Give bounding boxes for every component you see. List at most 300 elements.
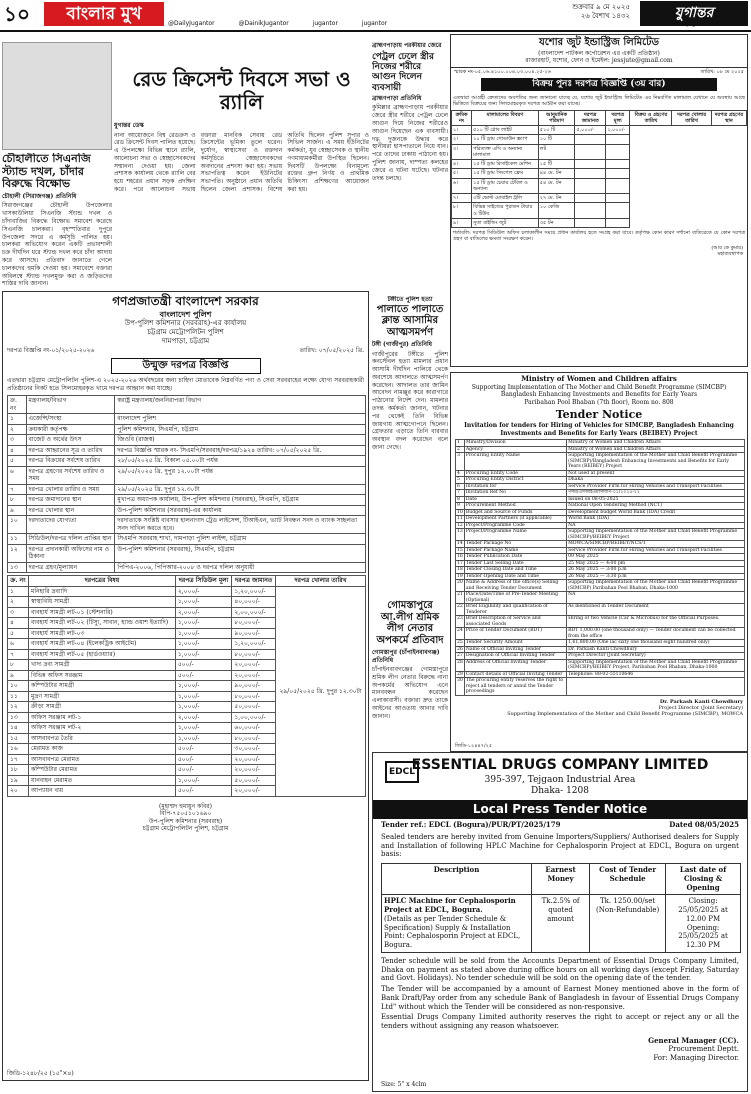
story-byline: টঙ্গী (গাজীপুর) প্রতিনিধি xyxy=(372,341,433,348)
signer-title: মহাব্যবস্থাপক xyxy=(717,250,743,257)
signer-title: General Manager (CC). xyxy=(648,1035,739,1045)
table-cell: Date xyxy=(464,496,566,503)
table-cell: ১,২০,০০০/- xyxy=(232,639,276,650)
col-header: দরপত্র গ্রহণের স্থান xyxy=(711,110,746,126)
table-cell: ৮০,০০০/- xyxy=(232,618,276,629)
table-cell: ব্যবহার্য সামগ্রী লট-০২ (টিস্যু, সাবান, হ্যান্ড ওয়াশ ইত্যাদি) xyxy=(29,618,176,629)
story-body: চাঁপাইনবাবগঞ্জের গোমস্তাপুরে শ্রমিক লীগ নেতার বিরুদ্ধে নানা অপকর্মের অভিযোগ এনে মানববন্ধন করেছেন এলাকাবাসী। বক্তারা দ্রুত তাকে আইনের আওতায় আনার দাবি জানান। xyxy=(372,666,448,720)
table-cell: উপ-পুলিশ কমিশনার (সরবরাহ)-এর কার্যালয় xyxy=(115,505,366,516)
table-cell: Procuring Entity Code xyxy=(464,470,566,477)
table-cell: 12 xyxy=(457,522,463,528)
table-row xyxy=(456,628,745,640)
table-cell xyxy=(382,895,532,953)
table-cell: উপ-পুলিশ কমিশনার (সরবরাহ), সিএমপি, চট্টগ্রাম xyxy=(115,544,366,562)
col-header: ক্র. নং xyxy=(8,576,29,587)
table-cell: ৩০,০০০/- xyxy=(232,744,276,755)
table-header-row xyxy=(382,864,741,895)
table-cell: ৮০,০০০/- xyxy=(232,649,276,660)
gd-number: জিডি-১২৪৪৭/২৫ xyxy=(455,742,493,749)
table-cell: ৯ xyxy=(8,670,29,681)
notice-date: তারিখ: ০৮ মে ২০২৫ xyxy=(700,68,744,75)
col-header: দরপত্র জামানত xyxy=(575,110,606,126)
table-cell: ১৮ xyxy=(8,765,29,776)
table-cell: ৫ xyxy=(8,456,27,467)
table-cell xyxy=(575,194,606,203)
table-row xyxy=(456,604,745,616)
table-cell: পসম/এসআইএমসিবিপি-০১/২০২৫-২২ xyxy=(567,490,745,497)
table-cell: পরিত্যক্ত এসি ও অন্যান্য মালামাল xyxy=(472,144,539,160)
table-row xyxy=(452,218,747,227)
table-cell: ব্যবহার্য সামগ্রী লট-০৫ (হার্ডওয়্যার) xyxy=(29,649,176,660)
notice-signature xyxy=(3,799,368,833)
table-cell: ২৮/০৫/২০২৫ খ্রি. বিকাল ০৫.০০টা পর্যন্ত xyxy=(115,456,366,467)
table-row xyxy=(452,194,747,203)
website-link[interactable]: www.jugantor.com xyxy=(670,20,726,27)
table-cell: ১৫ টি ড্রাম চেয়ার টেবিল ও অন্যান্য xyxy=(472,178,539,194)
col-header: দরপত্র মূল্য xyxy=(606,110,630,126)
tender-table xyxy=(455,439,745,696)
table-cell: ৫ xyxy=(8,628,29,639)
table-cell: মুখ্যপত্র অধ্যাপক কার্যালয়, উপ-পুলিশ কমিশনার (সরবরাহ), সিএমপি, চট্টগ্রাম xyxy=(115,495,366,506)
table-cell: Invitation Ref No xyxy=(464,490,566,497)
table-row xyxy=(8,435,366,446)
table-cell: অফিস সরঞ্জাম লট-১ xyxy=(29,712,176,723)
table-cell: Place/Date/Time of Pre-Tender Meeting (Optional) xyxy=(464,592,566,604)
dateline xyxy=(500,3,630,21)
table-cell: Supporting Implementation of the Mother and Child Benefit Programme (SIMCBP)/Bangladesh Enhancing Investments and Benefits for Early Years (BEIBEY) Project xyxy=(567,453,745,471)
table-cell xyxy=(606,178,630,194)
table-cell: ১,২০,০০০/- xyxy=(232,586,276,597)
table-cell xyxy=(666,895,741,953)
table-row xyxy=(8,495,366,506)
table-cell: Project Director (Joint Secretary) xyxy=(567,653,745,660)
table-cell: 22 xyxy=(456,604,465,616)
table-cell: Ministry of Women and Children Affairs xyxy=(567,440,745,447)
table-cell: ১,০০০/- xyxy=(175,723,231,734)
story-byline: চৌহালী (সিরাজগঞ্জ) প্রতিনিধি xyxy=(2,192,77,200)
project-name-2: Bangladesh Enhancing Investments and Benefits for Early Years xyxy=(500,391,698,399)
story-headline: গোমস্তাপুরে আ.লীগ শ্রমিক লীগ নেতার অপকর্মে প্রতিবাদ xyxy=(376,600,444,646)
table-cell: 13 xyxy=(456,529,465,541)
table-cell: NA xyxy=(567,592,745,604)
story-middle-3 xyxy=(372,600,448,740)
table-row xyxy=(452,135,747,144)
col-header: আনুমানিক পরিমাণ xyxy=(538,110,575,126)
table-cell: ১। xyxy=(452,126,472,135)
table-cell: বিভিন্ন সাইজের পুরাতন টায়ার ও টিউব xyxy=(472,203,539,219)
story-headline: রেড ক্রিসেন্ট দিবসে সভা ও র‍্যালি xyxy=(132,67,351,114)
table-cell: Service Provider Firm for Hiring Vehicles and Transport Facilities xyxy=(567,483,745,490)
table-cell: দরপত্র আহ্বানের সূত্র ও তারিখ xyxy=(26,445,115,456)
table-row xyxy=(452,160,747,169)
table-cell: ১৩ xyxy=(8,712,29,723)
item-details: (Details as per Tender Schedule & Specification) Supply & Installation Point: Cephalosporin Project at EDCL, Bogura. xyxy=(384,914,521,949)
table-cell: 14 xyxy=(457,541,463,546)
table-cell: 30 xyxy=(456,678,465,696)
table-cell: ৮০,০০০/- xyxy=(232,691,276,702)
tender-ref: Tender ref.: EDCL (Bogura)/PUR/PT/2025/179 xyxy=(381,820,561,829)
table-cell: Tk. 1250.00/set (Non-Refundable) xyxy=(590,895,666,953)
table-row xyxy=(8,445,366,456)
company-address: রাজারহাট, যশোর, ফোন ও ইমেইল: jessjute@gmail.com xyxy=(525,57,673,64)
table-cell: ৩। xyxy=(452,144,472,160)
table-cell: ১০ টি ড্রাম গোডাউন স্ক্র্যাপ xyxy=(472,135,539,144)
signer-name: Dr. Parkash Kanti Chowdhury xyxy=(659,698,743,705)
notice-paragraph: Tender schedule will be sold from the Accounts Department of Essential Drugs Company Limited, Dhaka on payment as stated above during office hours on all working days (except Friday, Saturday and Govt. Holidays). No tender schedule will be sold on the opening date of the tender. xyxy=(381,956,739,983)
table-cell: দরপত্র খোলার স্থান xyxy=(26,505,115,516)
table-cell: Address of Official Inviting Tender xyxy=(464,659,566,671)
table-cell: ১৫ টি ড্রাম সিংগেল ফ্রেম xyxy=(472,169,539,178)
jute-table xyxy=(451,110,747,229)
table-cell: ১,০০,০০০/- xyxy=(232,712,276,723)
social-bar xyxy=(168,20,748,29)
table-cell: 18 xyxy=(457,567,463,572)
table-cell: ২০,০০০/- xyxy=(232,786,276,797)
table-cell: ৫০,০০০/- xyxy=(232,775,276,786)
table-cell: কম্পিউটার মেরামত xyxy=(29,765,176,776)
table-cell: Name & Address of the office(s) Selling and Receiving Tender Document xyxy=(464,580,566,592)
govt-line: গণপ্রজাতন্ত্রী বাংলাদেশ সরকার xyxy=(112,294,259,308)
table-cell: ২০,০০০/- xyxy=(232,754,276,765)
table-row xyxy=(456,529,745,541)
table-cell: স্বাস্থ্যবিধি সামগ্রী xyxy=(29,597,176,608)
table-cell: 15 xyxy=(457,547,463,553)
table-row xyxy=(456,616,745,628)
table-cell: আসবাবপত্র মেরামত xyxy=(29,754,176,765)
table-cell: ৫০০/- xyxy=(175,744,231,755)
table-row xyxy=(452,144,747,160)
table-cell xyxy=(606,194,630,203)
table-cell: National Open Tendering Method (NCT) xyxy=(567,503,745,510)
story-body: কুমিল্লার ব্রাহ্মণপাড়ায় পরকীয়ার জেরে স্ত্রীর শরীরে পেট্রল ঢেলে আগুন দিয়ে নিজের শরীরেও আগুন দিয়েছেন এক ব্যবসায়ী। দগ্ধ দুজনকে উদ্ধার করে স্থানীয়রা হাসপাতালে নিয়ে যান। পরে তাদের ঢাকায় পাঠানো হয়। পুলিশ জানায়, দাম্পত্য কলহের জেরে এ ঘটনা ঘটেছে। ঘটনার তদন্ত চলছে। xyxy=(372,104,448,182)
table-cell: Procuring Entity District xyxy=(464,477,566,484)
table-cell: মন্ত্রণালয়/বিভাগ xyxy=(26,396,115,414)
table-cell: ৮। xyxy=(452,203,472,219)
table-cell: মুদ্রণ সামগ্রী xyxy=(29,691,176,702)
table-cell: ৪০,০০০/- xyxy=(232,597,276,608)
col-header: বিক্রয় ও গ্রহণের তারিখ xyxy=(630,110,672,126)
table-cell: ৩টি ভোল্ট মোবাইল ট্রলি xyxy=(472,194,539,203)
police-tender-notice xyxy=(2,291,369,1081)
table-row xyxy=(456,659,745,671)
table-cell: ৮ xyxy=(8,495,27,506)
notice-subtitle: Invitation for tenders for Hiring of Vehicles for SIMCBP, Bangladesh Enhancing Investments and Benefits for Early Years (BEIBEY) Project xyxy=(464,422,734,437)
story-byline: গোমস্তাপুর (চাঁপাইনবাবগঞ্জ) প্রতিনিধি xyxy=(372,649,440,664)
table-cell: 5 xyxy=(456,477,465,484)
story-headline: চৌহালীতে সিএনজি স্ট্যান্ড দখল, চাঁদার বিরুদ্ধে বিক্ষোভ xyxy=(2,153,91,191)
table-cell: ২ xyxy=(8,424,27,435)
project-name: Supporting Implementation of The Mother and Child Benefit Programme (SIMCBP) xyxy=(471,383,727,391)
table-cell: Tender Closing Date and Time xyxy=(464,567,566,574)
table-cell: ১০ xyxy=(8,516,27,534)
table-cell: Contact details of Official Inviting Tender xyxy=(464,671,566,678)
table-cell: 26 May 2025 — 3:00 p.m xyxy=(567,567,745,574)
notice-intro: Sealed tenders are hereby invited from Genuine Importers/Suppliers/ Authorised dealers for Supply and Installation of following HPLC Machine for Cephalosporin Project at EDCL, Bogura on urgent basis: xyxy=(381,832,739,859)
table-cell: Project/Programme Code xyxy=(464,522,566,529)
table-cell: স্বরাষ্ট্র মন্ত্রণালয়/জননিরাপত্তা বিভাগ xyxy=(115,396,366,414)
table-cell: ২,০০০/- xyxy=(175,607,231,618)
table-cell: 25 xyxy=(457,640,463,645)
social-handle[interactable]: jugantor xyxy=(361,20,388,27)
signer-bp: বিপি-৭৫০৫১০১৬৯০ xyxy=(159,810,212,818)
col-header: ক্রমিক নং xyxy=(452,110,472,126)
table-cell: 26 May 2025 — 3:30 p.m xyxy=(567,573,745,580)
table-cell: ১৯ xyxy=(8,775,29,786)
table-cell: ৬০,০০০/- xyxy=(232,723,276,734)
table-cell: ১,০০০/- xyxy=(175,618,231,629)
dateline-gregorian: শুক্রবার ৯ মে ২০২৫ xyxy=(572,3,630,11)
notice-signature xyxy=(451,696,747,721)
table-cell: Name of Official Inviting Tender xyxy=(464,646,566,653)
masthead xyxy=(0,0,751,28)
table-cell: Tk.2.5% of quoted amount xyxy=(532,895,590,953)
social-handle[interactable]: @DainikJugantor xyxy=(238,20,289,27)
story-body: সিরাজগঞ্জের চৌহালী উপজেলার খাসকাউলিয়া সিএনজি স্ট্যান্ড দখল ও চাঁদাবাজির বিরুদ্ধে বিক্ষোভ সমাবেশ করেছে সিএনজি চালকরা। বৃহস্পতিবার দুপুরে উপজেলা সদরে এ কর্মসূচি পালিত হয়। চালকরা অভিযোগ করেন একটি প্রভাবশালী চক্র দীর্ঘদিন ধরে স্ট্যান্ড দখল করে চাঁদা আদায় করে আসছে। প্রতিবাদ জানাতে গেলে চালকদের হুমকি দেওয়া হয়। সমাবেশে বক্তারা অবিলম্বে স্ট্যান্ড দখলমুক্ত করা ও জড়িতদের শাস্তির দাবি জানান। xyxy=(2,202,112,288)
table-cell: Ministry/Division xyxy=(464,440,566,447)
table-cell: 17 xyxy=(457,560,463,566)
table-cell: Procuring Entity Name xyxy=(464,453,566,471)
table-cell: ১৫ টি xyxy=(538,160,575,169)
table-cell: ১ xyxy=(8,586,29,597)
table-cell: ৫০০/- xyxy=(175,765,231,776)
table-cell: Project/Programme Name xyxy=(464,529,566,541)
table-cell: সুতা বাইন্ডিং জুট xyxy=(472,218,539,227)
table-cell xyxy=(606,218,630,227)
table-cell: ২। xyxy=(452,135,472,144)
table-cell: Tender Publication Date xyxy=(464,554,566,561)
table-cell: Telephone: 88-02-55110646 xyxy=(567,671,745,678)
table-cell: ২০,০০০/- xyxy=(232,670,276,681)
table-row xyxy=(8,586,366,597)
table-cell: অফিস সরঞ্জাম লট-২ xyxy=(29,723,176,734)
table-cell: ১২ xyxy=(8,544,27,562)
story-body: গাজীপুরের টঙ্গীতে পুলিশ কনস্টেবল হত্যা মামলার প্রধান আসামি দীর্ঘদিন পালিয়ে থেকে অবশেষে আদালতে আত্মসমর্পণ করেছেন। আদালত তার জামিন আবেদন নামঞ্জুর করে কারাগারে পাঠানোর নির্দেশ দেন। মামলার তদন্ত কর্মকর্তা জানান, ঘটনার পর থেকেই তিনি বিভিন্ন জায়গায় আত্মগোপনে ছিলেন। গ্রেফতার এড়াতে তিনি বারবার অবস্থান বদল করেছেন বলে জানা গেছে। xyxy=(372,350,448,452)
table-cell: ১,০০০/- xyxy=(175,681,231,692)
table-cell: ১০ টি xyxy=(538,135,575,144)
dateline-bangla: ২৬ বৈশাখ ১৪৩২ xyxy=(580,12,630,21)
table-row xyxy=(8,424,366,435)
table-cell xyxy=(606,169,630,178)
table-cell: 1 xyxy=(456,440,465,447)
company-city: Dhaka- 1208 xyxy=(530,785,589,796)
table-cell: ২৯/০৫/২০২৫ খ্রি. দুপুর ১২.৩০টা xyxy=(276,586,366,796)
table-cell: Brief Description of Service and associated Goods xyxy=(464,616,566,628)
social-handle[interactable]: jugantor xyxy=(312,20,338,27)
col-header: দরপত্র খোলার তারিখ xyxy=(672,110,711,126)
table-cell xyxy=(575,135,606,144)
table-cell: Brief Eligibility and qualification of Tenderer xyxy=(464,604,566,616)
table-row xyxy=(8,456,366,467)
table-cell: 19 xyxy=(457,573,463,579)
table-cell: ৪৪ মে. টন xyxy=(538,169,575,178)
table-cell: ৬। xyxy=(452,178,472,194)
table-cell xyxy=(575,178,606,194)
table-row xyxy=(456,580,745,592)
table-cell: ১৫ xyxy=(8,733,29,744)
table-cell: Supporting Implementation of the Mother and Child Benefit Programme (SIMCBP)/BEIBEY Project xyxy=(567,529,745,541)
govt-line: উপ-পুলিশ কমিশনার (সরবরাহ)-এর কার্যালয় xyxy=(124,319,247,327)
notice-title: Tender Notice xyxy=(555,408,643,422)
story-byline: যুগান্তর ডেস্ক xyxy=(114,122,144,129)
table-cell: Budget and Source of Funds xyxy=(464,509,566,516)
jute-tender-notice xyxy=(450,34,748,367)
table-cell: ১০ xyxy=(8,681,29,692)
table-cell: ৩৫ টন xyxy=(538,218,575,227)
table-row xyxy=(456,547,745,554)
table-row xyxy=(8,544,366,562)
table-cell: বাংলাদেশ পুলিশ xyxy=(115,414,366,425)
opening-date: Opening: 25/05/2025 at 12.30 PM xyxy=(678,923,728,949)
table-cell: আপ্যায়ন ব্যয় xyxy=(29,786,176,797)
story-headline: পেট্রল ঢেলে স্ত্রীর নিজের শরীরে আগুন দিলেন ব্যবসায়ী xyxy=(372,51,434,93)
company-name: যশোর জুট ইন্ডাস্ট্রিজ লিমিটেড xyxy=(539,37,659,48)
table-cell: 7 xyxy=(456,490,465,497)
edcl-logo: EDCL xyxy=(385,761,419,783)
signer-dept: Procurement Deptt. xyxy=(668,1044,739,1053)
table-cell: Supporting Implementation of the Mother and Child Benefit Programme (SIMCBP)/BEIBEY Project, Paribahan Pool Bhaban, Dhaka-1000 xyxy=(567,659,745,671)
table-cell: ১০ কেজি xyxy=(538,203,575,219)
table-row xyxy=(8,505,366,516)
col-header: দরপত্রের বিষয় xyxy=(29,576,176,587)
table-cell: ২৯/০৫/২০২৫ খ্রি. দুপুর ১২.০০টা পর্যন্ত xyxy=(115,466,366,484)
table-cell: 10 xyxy=(457,509,463,515)
table-cell: World Bank (IDA) xyxy=(567,516,745,523)
table-cell: ৮০,০০০/- xyxy=(232,733,276,744)
closing-date: Closing: 25/05/2025 at 12.00 PM xyxy=(678,897,728,923)
table-cell: ২৭ মে. টন xyxy=(538,194,575,203)
table-cell: ৪ xyxy=(8,618,29,629)
table-cell: 28 xyxy=(456,659,465,671)
table-cell: ব্যবহার্য সামগ্রী লট-০৪ (ইলেকট্রিক আইটেম) xyxy=(29,639,176,650)
table-cell: ৬ xyxy=(8,639,29,650)
table-cell: ২০ xyxy=(8,786,29,797)
table-cell: 9 xyxy=(456,503,465,510)
table-cell: Ministry of Women and Children Affairs xyxy=(567,446,745,453)
company-sub: (বাংলাদেশ পাটকল কর্পোরেশন এর একটি প্রতিষ্ঠান) xyxy=(538,49,660,57)
govt-goods-table xyxy=(7,575,366,797)
table-cell: ১২ xyxy=(8,702,29,713)
signer-title: উপ-পুলিশ কমিশনার (সরবরাহ) xyxy=(148,817,223,825)
notice-date: Dated 08/05/2025 xyxy=(669,820,739,829)
table-cell: Tender Opening Date and Time xyxy=(464,573,566,580)
table-row xyxy=(452,203,747,219)
table-cell: 23 xyxy=(456,616,465,628)
table-cell: ৯ xyxy=(8,505,27,516)
table-cell: ৫০০/- xyxy=(175,786,231,797)
table-cell: ১,০০০/- xyxy=(175,691,231,702)
table-cell: 16 xyxy=(457,554,463,559)
table-cell: 21 xyxy=(456,592,465,604)
table-cell: ১ xyxy=(8,414,27,425)
table-cell: ব্যবহার্য সামগ্রী লট-০৩ xyxy=(29,628,176,639)
table-cell: বাজেট ও অর্থের উৎস xyxy=(26,435,115,446)
table-row xyxy=(452,178,747,194)
social-handle[interactable]: @DailyJugantor xyxy=(168,20,215,27)
edcl-tender-notice xyxy=(372,752,748,1092)
signer-name: (মুহাম্মদ হুমায়ুন কবির) xyxy=(159,802,212,810)
col-header: মালামালের বিবরণ xyxy=(472,110,539,126)
table-cell xyxy=(606,203,630,219)
notice-header xyxy=(451,35,747,68)
table-cell: Supporting Implementation of the Mother and Child Benefit Programme (SIMCBP) Paribahan Pool Bhaban, Dhaka-1000 xyxy=(567,580,745,592)
table-row xyxy=(8,396,366,414)
table-cell: ১,০০০/- xyxy=(175,702,231,713)
table-cell: ১,০০০/- xyxy=(175,775,231,786)
table-cell: দরপত্র বিজ্ঞপ্তি স্মারক নং- সিএমপি/সরবরাহ/দরপত্র/১৯২৪ তারিখ: ০৭/০৫/২০২৫ খ্রি. xyxy=(115,445,366,456)
table-cell: 24 xyxy=(456,628,465,640)
company-name: ESSENTIAL DRUGS COMPANY LIMITED xyxy=(411,757,709,773)
table-cell: Agency xyxy=(464,446,566,453)
table-cell: NA xyxy=(567,522,745,529)
table-cell: Dr. Parkash Kanti Chowdhury xyxy=(567,646,745,653)
notice-paragraph: Essential Drugs Company Limited authority reserves the right to accept or reject any or all the tenders without assigning any reason whatsoever. xyxy=(381,1013,739,1030)
table-cell: Development Partners (if applicable) xyxy=(464,516,566,523)
table-cell: ৩ xyxy=(8,607,29,618)
memo-number: স্মারক নং-০৫.০৬.৪১০০.০০৪.০৩.০০৪.২৫-২৬ xyxy=(454,68,551,75)
table-cell: ১,০০০/- xyxy=(606,126,630,135)
table-cell xyxy=(567,678,745,696)
page-number: ১০ xyxy=(4,2,30,26)
notice-title: Local Press Tender Notice xyxy=(373,800,747,819)
edcl-table xyxy=(381,863,741,953)
table-cell: 25 May 2025 — 4:00 pm xyxy=(567,560,745,567)
table-row xyxy=(456,592,745,604)
col-header: Last date of Closing & Opening xyxy=(666,864,741,895)
table-cell: ৫,০০০/- xyxy=(575,126,606,135)
memo-number: দরপত্র বিজ্ঞপ্তি নং-০১/২০২৫-২০২৬ xyxy=(7,347,95,355)
signer-for: For: Managing Director. xyxy=(653,1053,739,1062)
story-middle-2 xyxy=(372,296,448,596)
table-cell: Dhaka xyxy=(567,477,745,484)
table-cell: ১৪ xyxy=(8,723,29,734)
table-row xyxy=(8,484,366,495)
govt-line: চট্টগ্রাম মেট্রোপলিটন পুলিশ xyxy=(147,327,224,336)
table-header-row xyxy=(452,110,747,126)
table-cell: 2 xyxy=(456,446,465,453)
signer-office: চট্টগ্রাম মেট্রোপলিটন পুলিশ, চট্টগ্রাম xyxy=(142,825,229,833)
table-cell: ক্র. নং xyxy=(8,396,27,414)
table-cell: পুলিশ কমিশনার, সিএমপি, চট্টগ্রাম xyxy=(115,424,366,435)
table-cell: ৯০,০০০/- xyxy=(232,628,276,639)
table-cell: ১,০০০/- xyxy=(175,628,231,639)
table-cell: ১,০০০/- xyxy=(175,597,231,608)
table-cell: সিএমপি সরবরাহ শাখা, দামপাড়া পুলিশ লাইন্স, চট্টগ্রাম xyxy=(115,534,366,545)
section-title: বাংলার মুখ xyxy=(44,2,164,26)
table-cell: ২,০০০/- xyxy=(175,712,231,723)
table-cell xyxy=(606,144,630,160)
notice-title: বিক্রয় পুনঃ দরপত্র বিজ্ঞপ্তি (৩য় বার) xyxy=(481,78,717,91)
col-header: দরপত্র সিডিউল মূল্য xyxy=(175,576,231,587)
story-body: নানা আয়োজনে বিশ্ব রেডক্রস ও রেড ক্রিসেন্ট দিবস পালিত হয়েছে। এ উপলক্ষ্যে বিভিন্ন স্থানে র‍্যালি, আলোচনা সভা ও স্বেচ্ছাসেবকদের সম্মাননা দেওয়া হয়। জেলা প্রশাসক কার্যালয় থেকে র‍্যালি বের হয়ে শহরের প্রধান সড়ক প্রদক্ষিণ করে। পরে আলোচনা সভায় বক্তারা মানবিক সেবায় রেড ক্রিসেন্টের ভূমিকা তুলে ধরেন। দুর্যোগ, স্বাস্থ্যসেবা ও রক্তদান কর্মসূচিতে স্বেচ্ছাসেবকদের অবদানের প্রশংসা করা হয়। সভায় সভাপতিত্ব করেন ইউনিটের সভাপতি। অনুষ্ঠানে প্রধান অতিথি ছিলেন জেলা প্রশাসক। বিশেষ অতিথি ছিলেন পুলিশ সুপার ও সিভিল সার্জন। এ সময় ইউনিটের কর্মকর্তা, যুব স্বেচ্ছাসেবক ও স্থানীয় গণমাধ্যমকর্মীরা উপস্থিত ছিলেন। দিবসটি উপলক্ষ্যে বিনামূল্যে রক্তের গ্রুপ নির্ণয় ও প্রাথমিক চিকিৎসা প্রশিক্ষণের আয়োজন করা হয়। xyxy=(114,131,369,194)
table-cell: ৫১০ টি গ্লোব লাইট xyxy=(472,126,539,135)
table-cell: Tender Security Amount xyxy=(464,640,566,647)
table-cell: যানবাহন মেরামত xyxy=(29,775,176,786)
table-cell: ১,০০০/- xyxy=(175,649,231,660)
notice-footer: শর্তাবলি: দরপত্র সিডিউল অফিস চলাকালীন সময়ে প্রধান কার্যালয় হতে সংগ্রহ করা যাবে। কর্তৃপক্ষ কোন কারণ দর্শানো ব্যতিরেকে যে কোন দরপত্র গ্রহণ বা বাতিলের ক্ষমতা সংরক্ষণ করেন। xyxy=(453,230,745,243)
table-row xyxy=(8,466,366,484)
table-row xyxy=(456,640,745,647)
table-cell: বিভিন্ন অফিস সরঞ্জাম xyxy=(29,670,176,681)
table-cell xyxy=(606,135,630,144)
table-cell: ২,০০,০০০/- xyxy=(232,607,276,618)
table-row xyxy=(456,453,745,471)
table-cell: মনিহারি দ্রব্যাদি xyxy=(29,586,176,597)
table-cell: Tender Package No xyxy=(464,541,566,548)
table-cell: আসবাবপত্র তৈরি xyxy=(29,733,176,744)
table-cell: Tender Package Name xyxy=(464,547,566,554)
table-cell: 6 xyxy=(456,483,465,490)
table-cell: 27 xyxy=(457,653,463,658)
